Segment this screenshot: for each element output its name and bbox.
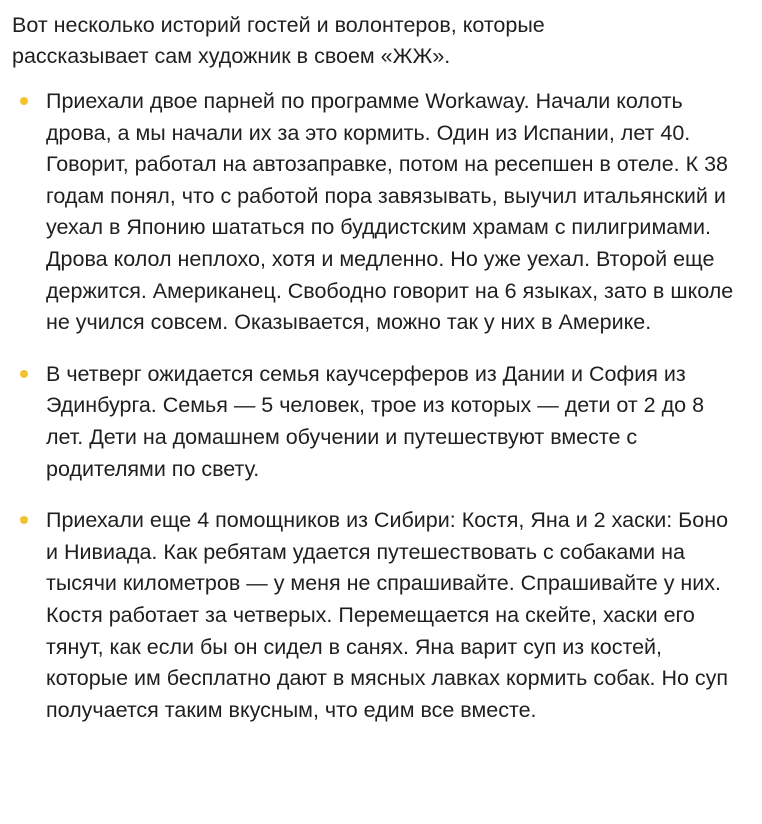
- story-list: [12, 86, 752, 726]
- bullet-dot-icon: [20, 370, 28, 378]
- bullet-dot-icon: [20, 516, 28, 524]
- intro-paragraph: Вот несколько историй гостей и волонтеров, которые рассказывает сам художник в своем «ЖЖ».: [12, 13, 545, 68]
- article-body: [12, 10, 752, 746]
- list-item: [12, 359, 752, 485]
- list-item-text: В четверг ожидается семья каучсерферов из Дании и София из Эдинбурга. Семья — 5 человек, трое из которых — дети от 2 до 8 лет. Дети на домашнем обучении и путешествуют вместе с родителями по свету.: [46, 361, 705, 481]
- list-item: [12, 86, 752, 339]
- list-item-text: Приехали двое парней по программе Workaway. Начали колоть дрова, а мы начали их за это кормить. Один из Испании, лет 40. Говорит, работал на автозаправке, потом на ресепшен в отеле. К 38 годам понял, что с работой пора завязывать, выучил итальянский и уехал в Японию шататься по буддистским храмам с пилигримами. Дрова колол неплохо, хотя и медленно. Но уже уехал. Второй еще держится. Американец. Свободно говорит на 6 языках, зато в школе не учился совсем. Оказывается, можно так у них в Америке.: [46, 89, 734, 335]
- bullet-dot-icon: [20, 97, 28, 105]
- list-item: [12, 505, 752, 726]
- list-item-text: Приехали еще 4 помощников из Сибири: Костя, Яна и 2 хаски: Боно и Нивиада. Как ребятам удается путешествовать с собаками на тысячи километров — у меня не спрашивайте. Спрашивайте у них. Костя работает за четверых. Перемещается на скейте, хаски его тянут, как если бы он сидел в санях. Яна варит суп из костей, которые им бесплатно дают в мясных лавках кормить собак. Но суп получается таким вкусным, что едим все вместе.: [46, 508, 729, 722]
